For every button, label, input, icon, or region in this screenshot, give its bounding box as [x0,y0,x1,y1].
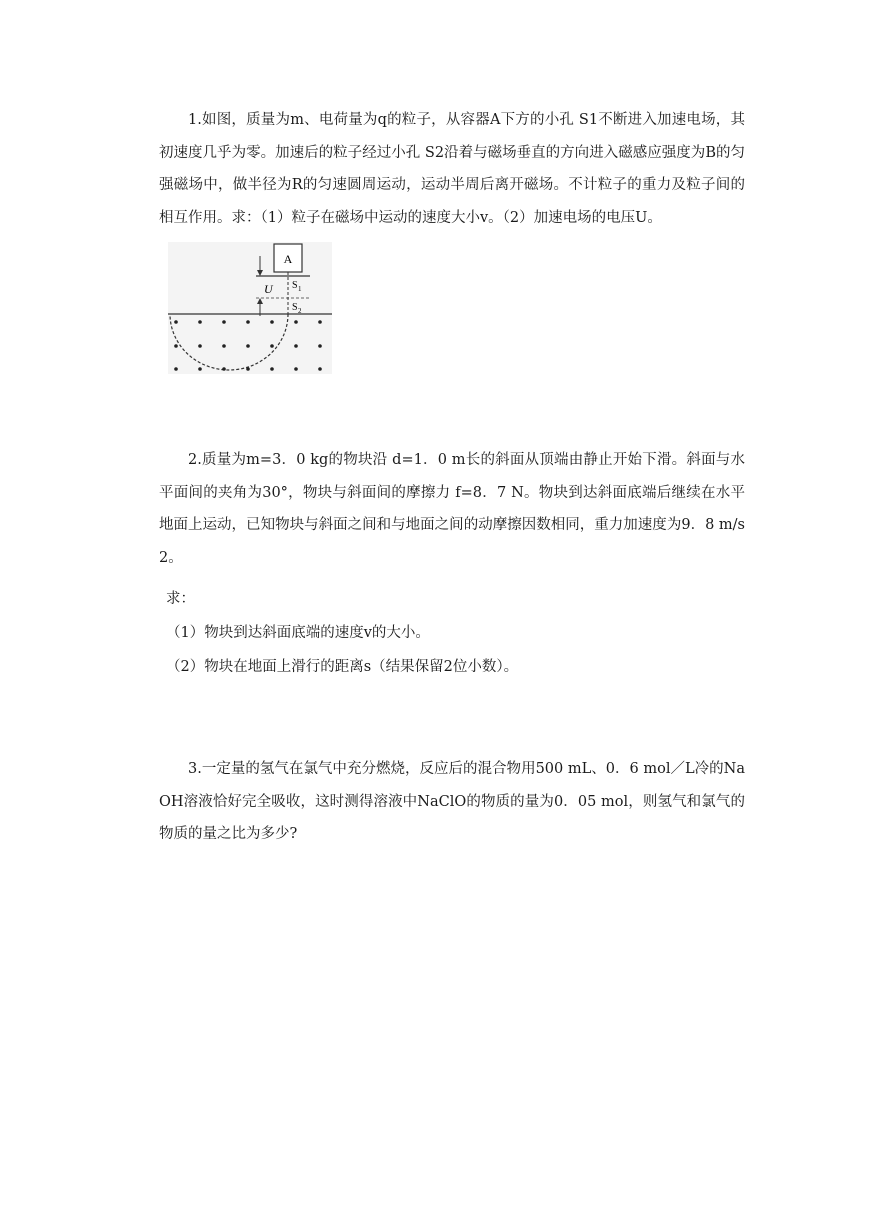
problem-2-ask: 求： [166,591,195,607]
problem-2-text: 2.质量为m=3．0 kg的物块沿 d=1．0 m长的斜面从顶端由静止开始下滑。斜面与水平面间的夹角为30°，物块与斜面间的摩擦力 f=8．7 N。物块到达斜面底端后继续在水平地面上运动，已知物块与斜面之间和与地面之间的动摩擦因数相同，重力加速度为9．8 m/s2。 [159,452,745,566]
voltage-label: U [264,282,273,296]
problem-2-question-2: （2）物块在地面上滑行的距离s（结果保留2位小数）。 [166,659,519,675]
problem-1-text: 1.如图，质量为m、电荷量为q的粒子，从容器A下方的小孔 S1不断进入加速电场，其初速度几乎为零。加速后的粒子经过小孔 S2沿着与磁场垂直的方向进入磁感应强度为B的匀强磁场中，做半径为R的匀速圆周运动，运动半周后离开磁场。不计粒子的重力及粒子间的相互作用。求：（1）粒子在磁场中运动的速度大小v。（2）加速电场的电压U。 [159,112,745,226]
problem-2-question-1: （1）物块到达斜面底端的速度v的大小。 [166,625,430,641]
problem-1-figure [168,242,332,374]
hole-s2-sub: 2 [298,307,302,315]
magnetic-field-diagram [168,242,332,374]
hole-s1-sub: 1 [298,285,302,293]
hole-s2-label: S [292,302,298,313]
container-a-label: A [283,252,293,266]
problem-3-text: 3.一定量的氢气在氯气中充分燃烧，反应后的混合物用500 mL、0．6 mol／L冷的NaOH溶液恰好完全吸收，这时测得溶液中NaClO的物质的量为0．05 mol，则氢气和氯气的物质的量之比为多少? [159,761,745,842]
hole-s1-label: S [292,280,298,291]
